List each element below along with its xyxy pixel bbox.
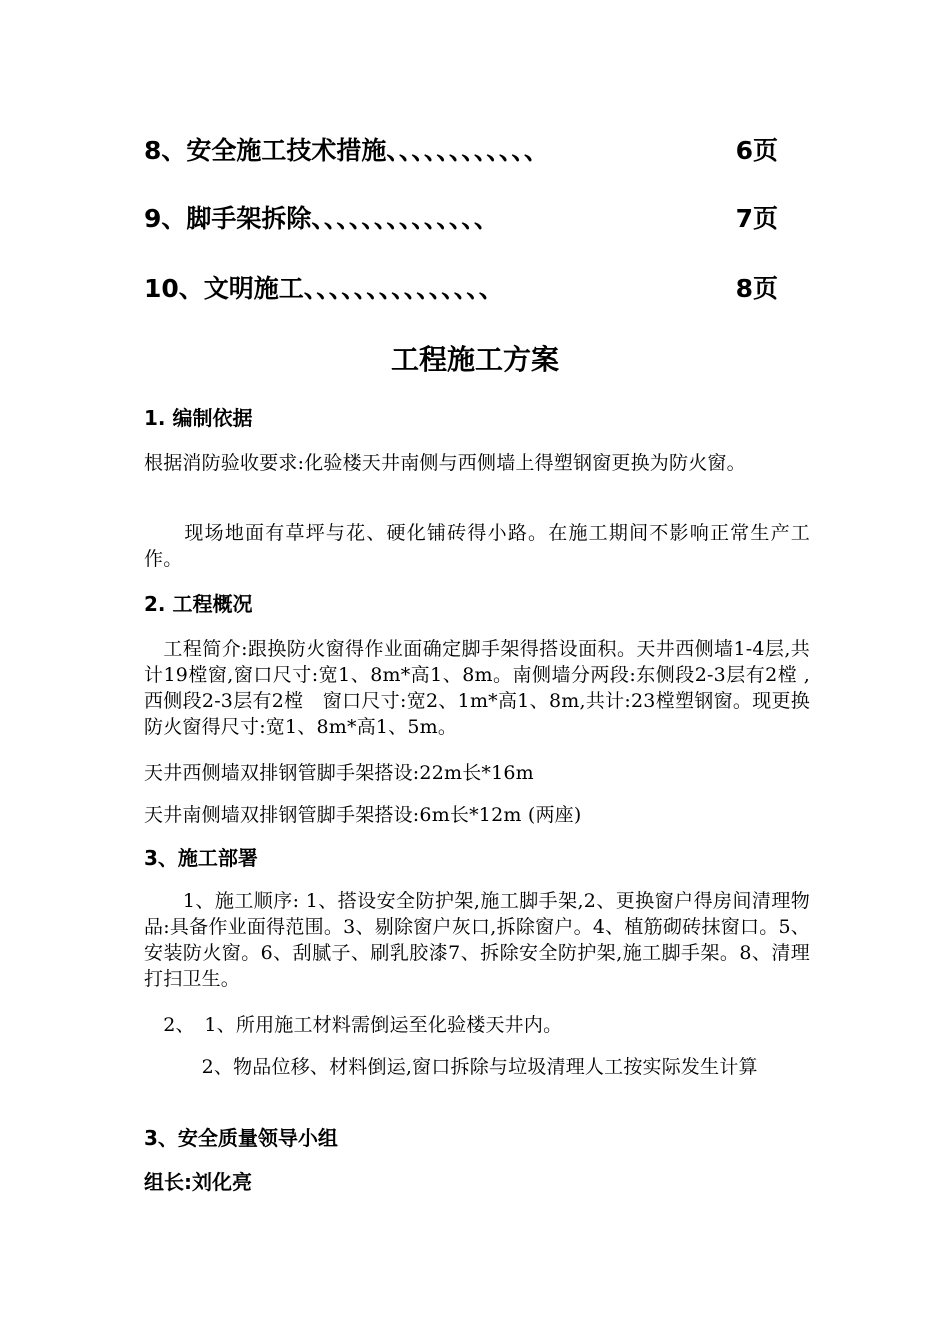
paragraph-construction-sequence: 1、施工顺序: 1、搭设安全防护架,施工脚手架,2、更换窗户得房间清理物品:具备作业面得范围。3、剔除窗户灰口,拆除窗户。4、植筋砌砖抹窗口。5、安装防火窗。6、刮腻子、刷乳胶漆7、拆除安全防护架,施工脚手架。8、清理打扫卫生。 (144, 890, 810, 990)
paragraph-west-scaffold: 天井西侧墙双排钢管脚手架搭设:22m长*16m (144, 762, 534, 784)
paragraph-fire-acceptance: 根据消防验收要求:化验楼天井南侧与西侧墙上得塑钢窗更换为防火窗。 (144, 452, 746, 474)
toc-line (144, 134, 784, 168)
section-heading-construction-deployment: 3、施工部署 (144, 846, 258, 870)
toc-line (144, 272, 784, 306)
toc-page-number: 6页 (735, 136, 778, 165)
paragraph-material-transport: 2、 1、所用施工材料需倒运至化验楼天井内。 (144, 1014, 563, 1036)
paragraph-labor-calculation: 2、物品位移、材料倒运,窗口拆除与垃圾清理人工按实际发生计算 (144, 1056, 758, 1078)
toc-entry-label: 8、安全施工技术措施、、、、、、、、、、、、 (144, 136, 549, 165)
paragraph-south-scaffold: 天井南侧墙双排钢管脚手架搭设:6m长*12m (两座) (144, 804, 582, 826)
toc-entry-label: 10、文明施工、、、、、、、、、、、、、、、 (144, 274, 504, 303)
document-title: 工程施工方案 (390, 343, 559, 376)
toc-page-number: 7页 (735, 204, 778, 233)
paragraph-site-conditions: 现场地面有草坪与花、硬化铺砖得小路。在施工期间不影响正常生产工作。 (144, 522, 810, 570)
section-heading-safety-quality-team: 3、安全质量领导小组 (144, 1126, 338, 1150)
toc-line (144, 202, 784, 236)
toc-page-number: 8页 (735, 274, 778, 303)
team-leader: 组长:刘化亮 (144, 1170, 252, 1194)
section-heading-compilation-basis: 1. 编制依据 (144, 406, 253, 430)
section-heading-project-overview: 2. 工程概况 (144, 592, 253, 616)
toc-entry-label: 9、脚手架拆除、、、、、、、、、、、、、、 (144, 204, 499, 233)
paragraph-project-intro: 工程简介:跟换防火窗得作业面确定脚手架得搭设面积。天井西侧墙1-4层,共计19樘窗,窗口尺寸:宽1、8m*高1、8m。南侧墙分两段:东侧段2-3层有2樘 ,西侧段2-3层有2樘 窗口尺寸:宽2、1m*高1、8m,共计:23樘塑钢窗。现更换防火窗得尺寸:宽1、8m*高1、5m。 (144, 638, 810, 738)
